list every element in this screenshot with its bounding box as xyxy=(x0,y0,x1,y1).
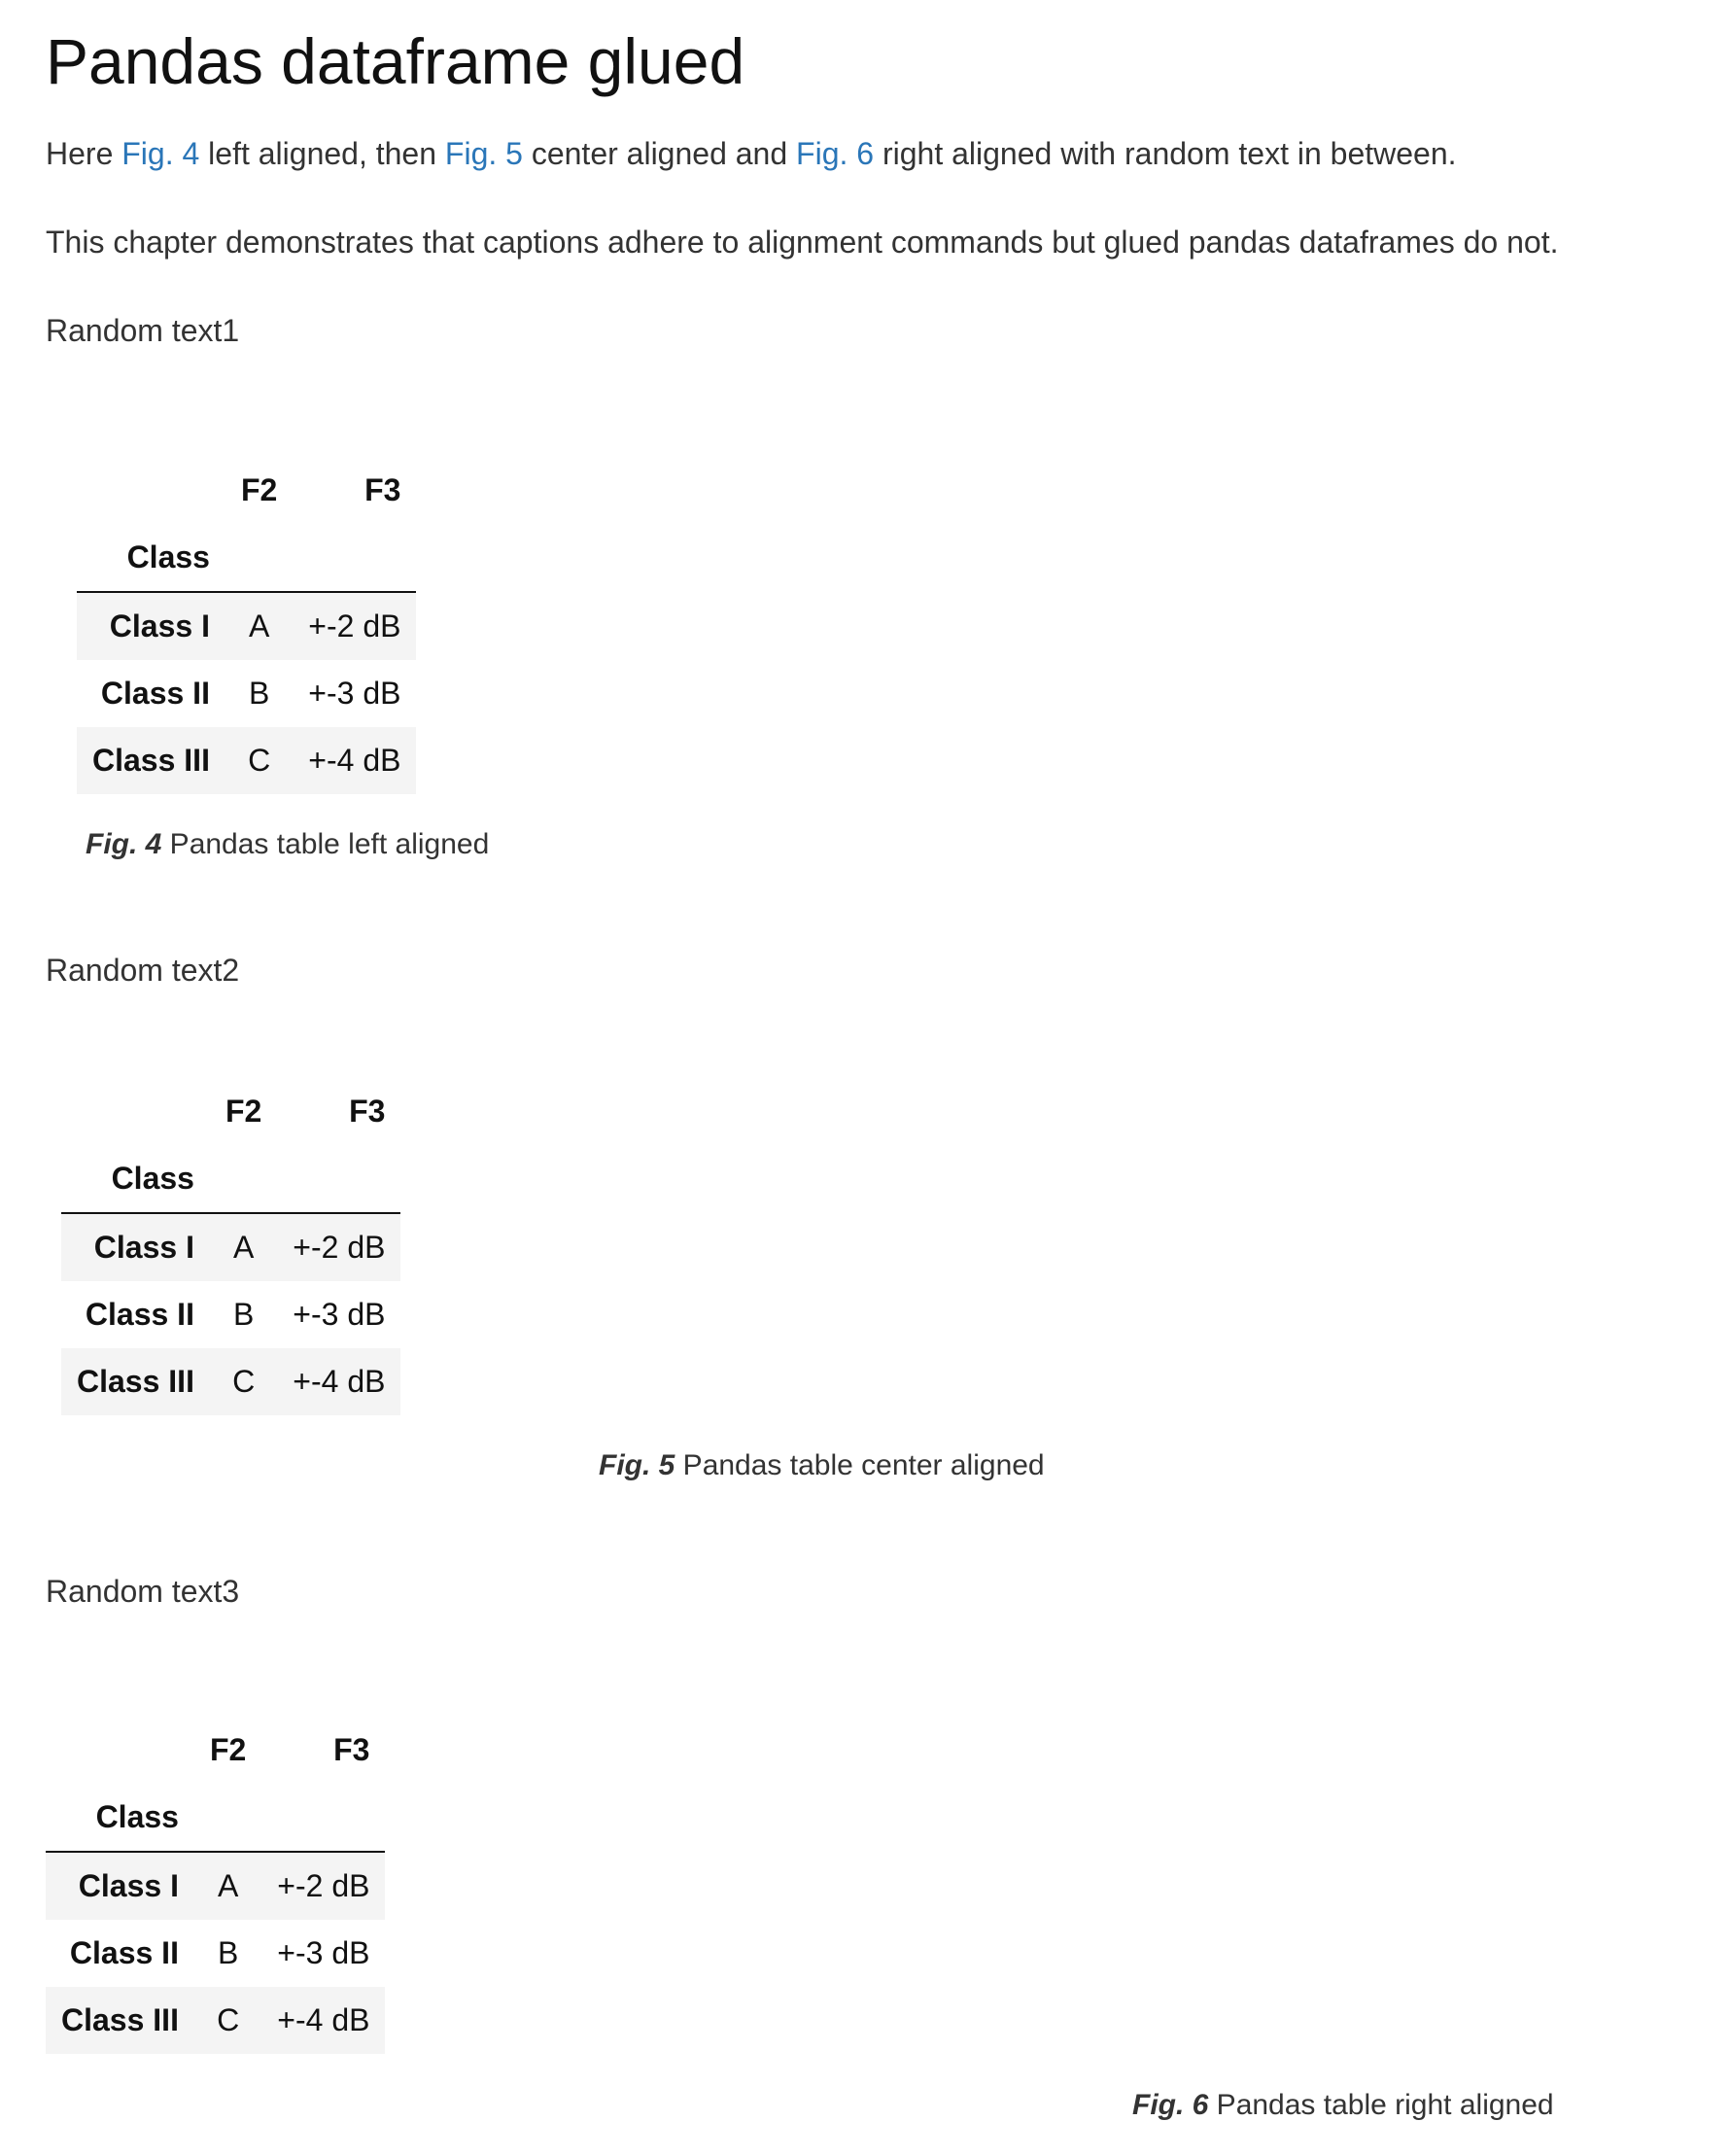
cell-f3: +-3 dB xyxy=(293,1297,386,1332)
header-blank xyxy=(46,1717,194,1784)
cell-f3: +-3 dB xyxy=(308,676,401,711)
caption-number: Fig. 4 xyxy=(86,828,162,860)
header-blank xyxy=(225,524,293,592)
column-header-f2: F2 xyxy=(240,472,278,507)
column-header-f3: F3 xyxy=(364,472,401,507)
intro-text-1: Here xyxy=(46,136,122,171)
dataframe-table-2 xyxy=(61,1078,400,1415)
random-text-3: Random text3 xyxy=(46,1574,240,1609)
row-index: Class I xyxy=(78,1868,179,1903)
cell-f3: +-4 dB xyxy=(308,743,401,778)
column-header-f3: F3 xyxy=(349,1094,386,1129)
header-blank xyxy=(194,1784,261,1852)
row-index: Class II xyxy=(85,1297,194,1332)
intro-text-2: left aligned, then xyxy=(199,136,445,171)
cell-f2: A xyxy=(217,1868,239,1903)
table-row xyxy=(46,1852,385,1920)
header-blank xyxy=(61,1078,210,1145)
dataframe-table-3 xyxy=(46,1717,385,2054)
cell-f3: +-4 dB xyxy=(277,2002,370,2037)
table-row xyxy=(46,1920,385,1987)
row-index: Class III xyxy=(61,2002,179,2037)
column-header-f2: F2 xyxy=(225,1094,262,1129)
caption-text: Pandas table left aligned xyxy=(161,828,490,860)
cell-f2: B xyxy=(248,676,270,711)
header-blank xyxy=(210,1145,277,1213)
index-name-header: Class xyxy=(46,1784,194,1852)
cell-f3: +-4 dB xyxy=(293,1364,386,1399)
caption-text: Pandas table center aligned xyxy=(675,1449,1045,1481)
table-row xyxy=(46,1987,385,2054)
row-index: Class II xyxy=(69,1935,179,1970)
random-text-1: Random text1 xyxy=(46,313,240,348)
fig5-link[interactable]: Fig. 5 xyxy=(444,136,523,171)
intro-text-4: right aligned with random text in between. xyxy=(874,136,1457,171)
header-blank xyxy=(293,524,416,592)
row-index: Class III xyxy=(77,1364,194,1399)
cell-f2: B xyxy=(217,1935,239,1970)
header-blank xyxy=(261,1784,385,1852)
column-header-f3: F3 xyxy=(333,1732,370,1767)
cell-f3: +-3 dB xyxy=(277,1935,370,1970)
cell-f2: B xyxy=(232,1297,255,1332)
figure-caption-6 xyxy=(1132,2086,1554,2125)
cell-f3: +-2 dB xyxy=(293,1230,386,1265)
intro-text-3: center aligned and xyxy=(522,136,797,171)
dataframe-table-1 xyxy=(77,457,416,794)
cell-f3: +-2 dB xyxy=(308,609,401,643)
cell-f2: C xyxy=(248,743,271,778)
cell-f2: A xyxy=(232,1230,255,1265)
caption-number: Fig. 6 xyxy=(1132,2089,1209,2121)
table-row xyxy=(61,1213,400,1281)
table-row xyxy=(77,660,416,727)
row-index: Class I xyxy=(93,1230,194,1265)
header-blank xyxy=(277,1145,400,1213)
table-row xyxy=(77,727,416,794)
table-row xyxy=(61,1281,400,1348)
random-text-2: Random text2 xyxy=(46,953,240,988)
column-header-f2: F2 xyxy=(209,1732,247,1767)
index-name-header: Class xyxy=(61,1145,210,1213)
caption-number: Fig. 5 xyxy=(599,1449,675,1481)
row-index: Class III xyxy=(92,743,210,778)
caption-text: Pandas table right aligned xyxy=(1208,2089,1554,2121)
fig4-link[interactable]: Fig. 4 xyxy=(121,136,200,171)
figure-caption-5 xyxy=(599,1446,1045,1485)
header-blank xyxy=(77,457,225,524)
figure-caption-4 xyxy=(86,825,489,864)
row-index: Class I xyxy=(109,609,210,643)
cell-f2: C xyxy=(217,2002,240,2037)
table-row xyxy=(61,1348,400,1415)
intro-paragraph xyxy=(46,132,1457,175)
row-index: Class II xyxy=(100,676,210,711)
chapter-note: This chapter demonstrates that captions adhere to alignment commands but glued pandas dataframes do not. xyxy=(46,225,1559,260)
cell-f2: C xyxy=(232,1364,256,1399)
table-row xyxy=(77,592,416,660)
index-name-header: Class xyxy=(77,524,225,592)
cell-f2: A xyxy=(248,609,270,643)
cell-f3: +-2 dB xyxy=(277,1868,370,1903)
page-title: Pandas dataframe glued xyxy=(46,25,745,97)
fig6-link[interactable]: Fig. 6 xyxy=(796,136,875,171)
